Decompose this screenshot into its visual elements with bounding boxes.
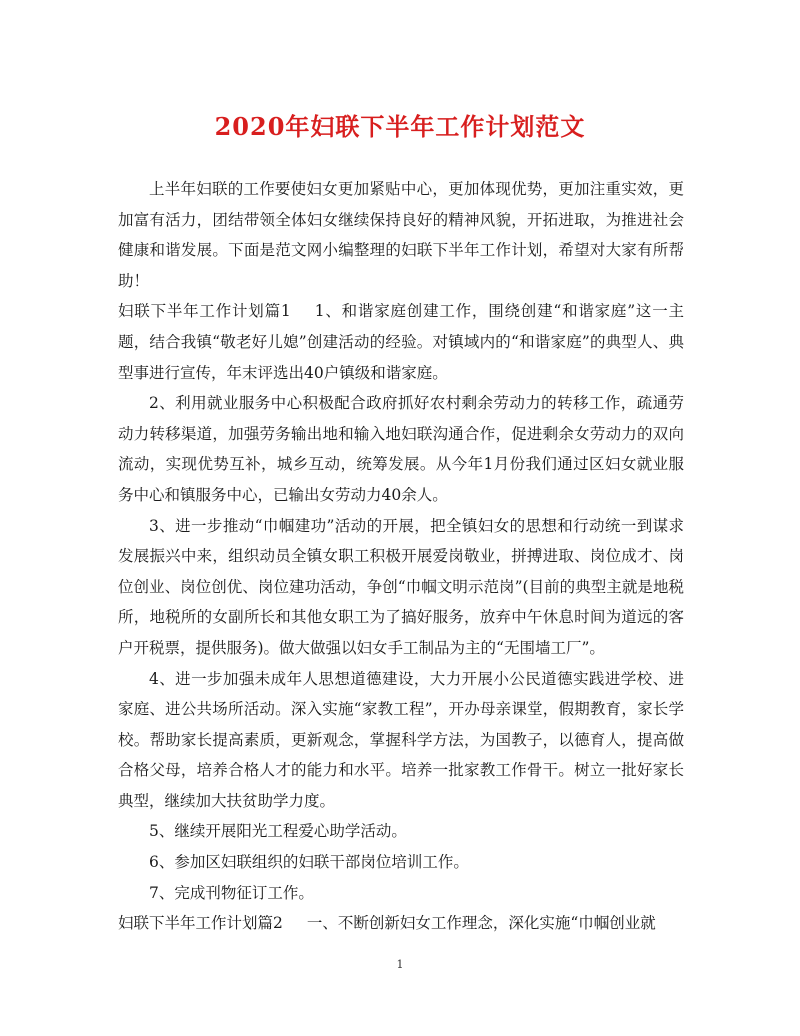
section-1-paragraph (118, 296, 684, 388)
section-1-item-1: 1、和谐家庭创建工作，围绕创建“和谐家庭”这一主题，结合我镇“敬老好儿媳”创建活动的经验。对镇域内的“和谐家庭”的典型人、典型事进行宣传，年末评选出40户镇级和谐家庭。 (118, 302, 684, 382)
section-1-item-3: 3、进一步推动“巾帼建功”活动的开展，把全镇妇女的思想和行动统一到谋求发展振兴中来，组织动员全镇女职工积极开展爱岗敬业，拼搏进取、岗位成才、岗位创业、岗位创优、岗位建功活动，争创“巾帼文明示范岗”(目前的典型主就是地税所，地税所的女副所长和其他女职工为了搞好服务，放弃中午休息时间为道远的客户开税票，提供服务)。做大做强以妇女手工制品为主的“无围墙工厂”。 (118, 516, 684, 657)
section-1-item-7: 7、完成刊物征订工作。 (149, 883, 314, 902)
document-title: 2020年妇联下半年工作计划范文 (214, 112, 586, 141)
section-2-paragraph (118, 908, 684, 939)
page-number: 1 (396, 958, 404, 971)
document-body (118, 174, 684, 939)
intro-paragraph: 上半年妇联的工作要使妇女更加紧贴中心，更加体现优势，更加注重实效，更加富有活力，团结带领全体妇女继续保持良好的精神风貌，开拓进取，为推进社会健康和谐发展。下面是范文网小编整理的妇联下半年工作计划，希望对大家有所帮助！ (118, 180, 684, 290)
section-1-item-4: 4、进一步加强未成年人思想道德建设，大力开展小公民道德实践进学校、进家庭、进公共场所活动。深入实施“家教工程”，开办母亲课堂，假期教育，家长学校。帮助家长提高素质，更新观念，掌握科学方法，为国教子，以德育人，提高做合格父母，培养合格人才的能力和水平。培养一批家教工作骨干。树立一批好家长典型，继续加大扶贫助学力度。 (118, 669, 684, 810)
section-2-heading: 妇联下半年工作计划篇2 (118, 914, 283, 933)
section-1-heading: 妇联下半年工作计划篇1 (118, 302, 291, 321)
section-1-item-6: 6、参加区妇联组织的妇联干部岗位培训工作。 (149, 853, 469, 872)
section-1-item-2: 2、利用就业服务中心积极配合政府抓好农村剩余劳动力的转移工作，疏通劳动力转移渠道，加强劳务输出地和输入地妇联沟通合作，促进剩余女劳动力的双向流动，实现优势互补，城乡互动，统筹发展。从今年1月份我们通过区妇女就业服务中心和镇服务中心，已输出女劳动力40余人。 (118, 394, 684, 504)
section-2-item-1: 一、不断创新妇女工作理念，深化实施“巾帼创业就 (306, 914, 656, 933)
section-1-item-5: 5、继续开展阳光工程爱心助学活动。 (149, 822, 407, 841)
